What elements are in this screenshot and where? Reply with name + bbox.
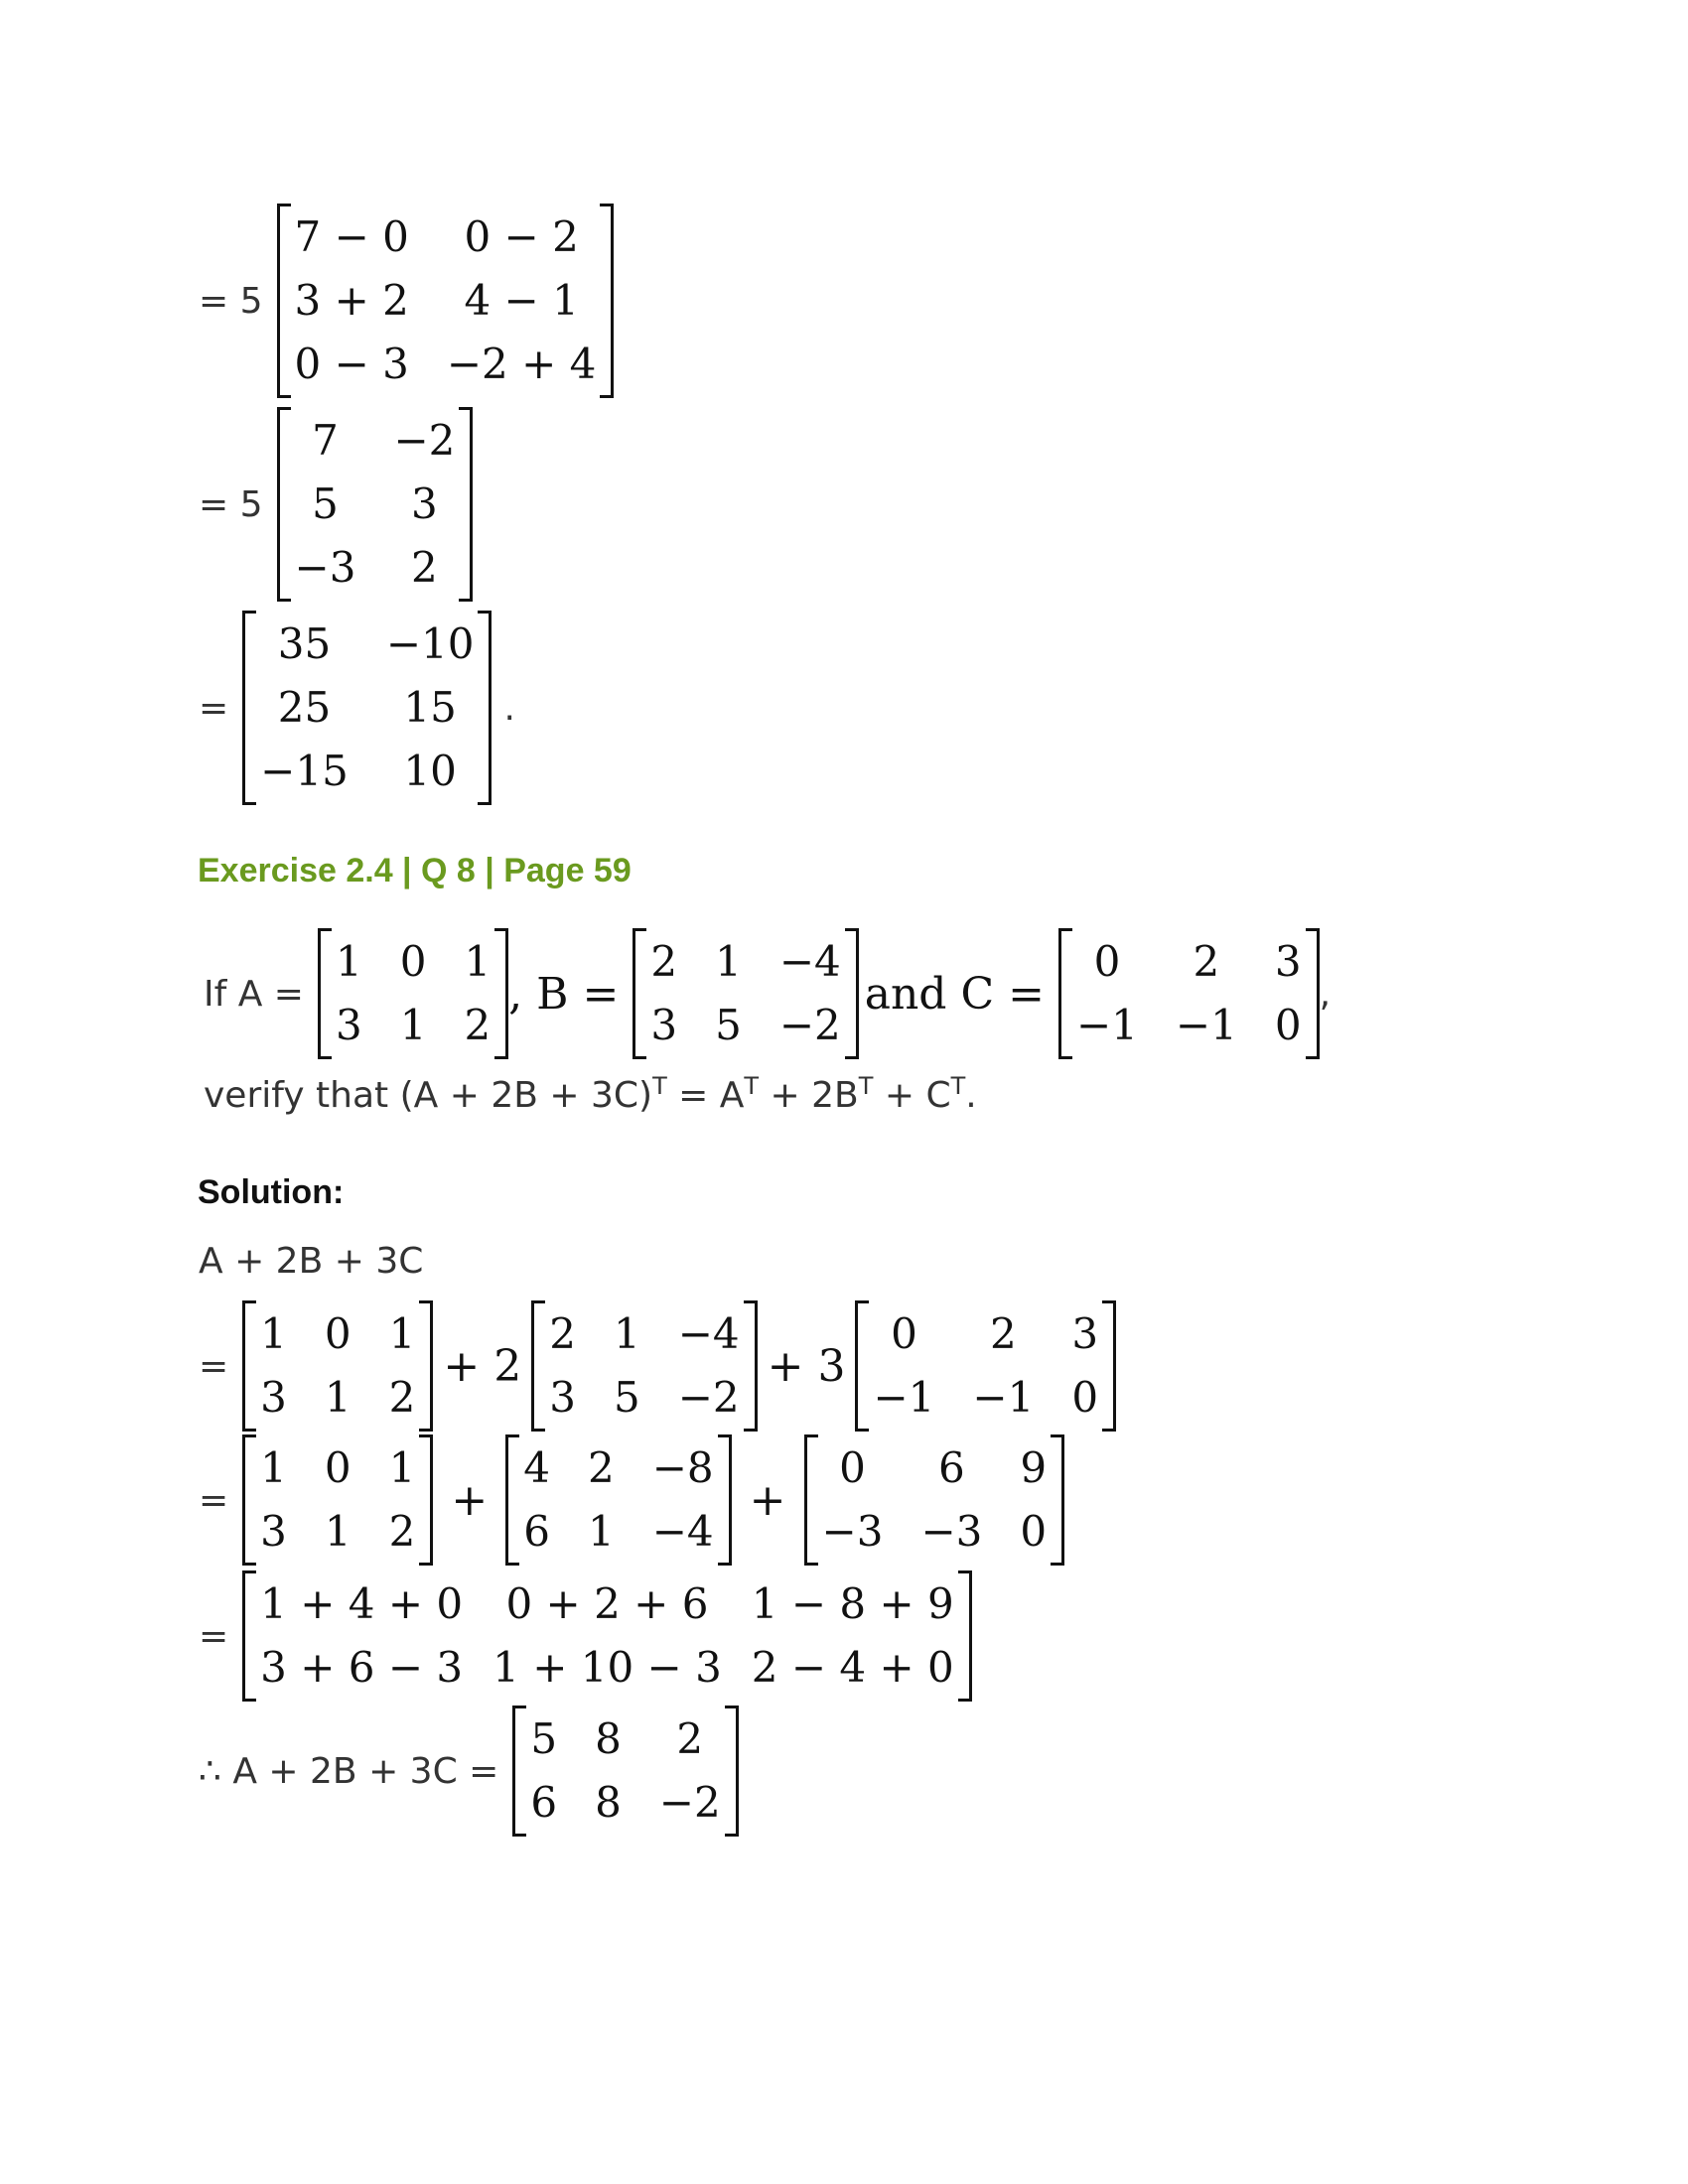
matrix-cell: 0 — [891, 1309, 917, 1358]
matrix-cell: 2 — [549, 1309, 576, 1358]
matrix-cell: −1 — [1175, 1001, 1237, 1049]
step-2-prefix: = 5 — [199, 483, 263, 525]
matrix-cell: 0 − 3 — [294, 340, 409, 388]
matrix-cell: 9 — [1020, 1443, 1048, 1492]
solution-line-2 — [199, 1434, 1064, 1566]
line-2-op-2: + — [749, 1474, 786, 1526]
matrix-cell: 2 — [464, 1001, 492, 1049]
matrix-cell: −15 — [260, 747, 349, 795]
matrix-cell: 1 + 10 − 3 — [492, 1643, 722, 1692]
matrix-cell: 0 — [399, 937, 427, 986]
matrix-cell: 5 — [613, 1373, 640, 1422]
matrix-cell: 3 + 6 − 3 — [260, 1643, 464, 1692]
question-c-label: and C = — [864, 968, 1045, 1020]
line-4-prefix: ∴ A + 2B + 3C = — [199, 1750, 499, 1792]
line-1-matrix-3 — [855, 1300, 1116, 1432]
matrix-cell: 3 + 2 — [294, 276, 409, 325]
matrix-cell: 15 — [403, 683, 457, 732]
solution-expr: A + 2B + 3C — [199, 1241, 424, 1282]
matrix-cell: 0 — [1071, 1373, 1099, 1422]
matrix-cell: 0 + 2 + 6 — [505, 1579, 709, 1628]
matrix-c — [1058, 928, 1320, 1059]
step-3-suffix: . — [503, 687, 515, 729]
verify-text: verify that $(A + 2B + 3C)^T = A^T + 2B^T + C^T$. — [204, 1072, 977, 1116]
matrix-cell: −4 — [677, 1309, 740, 1358]
line-2-prefix: = — [199, 1479, 229, 1521]
line-1-op-1: + 2 — [443, 1340, 522, 1392]
line-2-matrix-1 — [242, 1434, 433, 1566]
solution-line-4 — [199, 1706, 739, 1837]
matrix-cell: 3 — [260, 1507, 287, 1556]
question-c-suffix: , — [1319, 973, 1332, 1015]
matrix-cell: 7 — [312, 416, 339, 465]
line-1-op-2: + 3 — [767, 1340, 846, 1392]
matrix-cell: 1 — [324, 1507, 352, 1556]
line-3-prefix: = — [199, 1615, 229, 1657]
line-2-op-1: + — [451, 1474, 489, 1526]
matrix-cell: 3 — [1071, 1309, 1099, 1358]
solution-label: Solution: — [198, 1173, 345, 1211]
matrix-cell: −2 — [677, 1373, 740, 1422]
matrix-b — [633, 928, 858, 1059]
matrix-cell: 2 — [587, 1443, 615, 1492]
matrix-cell: 3 — [335, 1001, 362, 1049]
solution-line-3 — [199, 1570, 972, 1702]
matrix-cell: −1 — [873, 1373, 935, 1422]
matrix-a — [318, 928, 508, 1059]
matrix-cell: −3 — [821, 1507, 884, 1556]
matrix-cell: 4 − 1 — [464, 276, 579, 325]
matrix-cell: 6 — [523, 1507, 550, 1556]
matrix-cell: 0 — [324, 1443, 352, 1492]
matrix-cell: −2 — [658, 1778, 721, 1827]
line-1-matrix-1 — [242, 1300, 433, 1432]
matrix-cell: 25 — [277, 683, 332, 732]
matrix-cell: 1 — [399, 1001, 427, 1049]
step-2 — [199, 407, 473, 602]
matrix-cell: 3 — [260, 1373, 287, 1422]
matrix-cell: 7 − 0 — [294, 212, 409, 261]
matrix-cell: −1 — [972, 1373, 1035, 1422]
matrix-cell: 0 — [1274, 1001, 1302, 1049]
matrix-cell: 3 — [411, 479, 438, 528]
step-1-matrix — [277, 204, 615, 398]
line-2-matrix-2 — [505, 1434, 731, 1566]
verify-line — [204, 1072, 977, 1116]
matrix-cell: 2 — [676, 1714, 704, 1763]
matrix-cell: 0 — [324, 1309, 352, 1358]
line-1-matrix-2 — [531, 1300, 757, 1432]
matrix-cell: −2 — [393, 416, 456, 465]
matrix-cell: 1 — [324, 1373, 352, 1422]
matrix-cell: 4 — [523, 1443, 550, 1492]
matrix-cell: 1 — [335, 937, 362, 986]
matrix-cell: 3 — [1274, 937, 1302, 986]
step-1-prefix: = 5 — [199, 280, 263, 322]
matrix-cell: 3 — [650, 1001, 678, 1049]
matrix-cell: 2 — [650, 937, 678, 986]
line-4-matrix — [512, 1706, 738, 1837]
matrix-cell: 1 − 8 + 9 — [751, 1579, 954, 1628]
line-2-matrix-3 — [804, 1434, 1065, 1566]
matrix-cell: 1 — [613, 1309, 640, 1358]
question-line — [204, 928, 1331, 1059]
matrix-cell: 0 — [839, 1443, 866, 1492]
question-b-label: , B = — [508, 968, 620, 1020]
question-if-label: If A = — [204, 973, 304, 1015]
matrix-cell: 0 — [1020, 1507, 1048, 1556]
solution-line-1 — [199, 1300, 1116, 1432]
matrix-cell: 35 — [277, 619, 332, 668]
matrix-cell: 2 − 4 + 0 — [751, 1643, 954, 1692]
matrix-cell: −3 — [294, 543, 356, 592]
step-3-matrix — [242, 611, 492, 805]
matrix-cell: −2 — [778, 1001, 841, 1049]
matrix-cell: −8 — [651, 1443, 714, 1492]
matrix-cell: 2 — [1193, 937, 1220, 986]
exercise-heading: Exercise 2.4 | Q 8 | Page 59 — [198, 852, 632, 889]
step-2-matrix — [277, 407, 474, 602]
matrix-cell: 10 — [403, 747, 457, 795]
matrix-cell: 1 + 4 + 0 — [260, 1579, 464, 1628]
matrix-cell: 1 — [464, 937, 492, 986]
matrix-cell: −4 — [778, 937, 841, 986]
matrix-cell: 1 — [587, 1507, 615, 1556]
matrix-cell: −10 — [385, 619, 475, 668]
matrix-cell: 5 — [530, 1714, 558, 1763]
matrix-cell: 5 — [312, 479, 339, 528]
matrix-cell: −1 — [1075, 1001, 1138, 1049]
step-3-prefix: = — [199, 687, 229, 729]
matrix-cell: 5 — [715, 1001, 742, 1049]
matrix-cell: −3 — [920, 1507, 983, 1556]
matrix-cell: 1 — [260, 1309, 287, 1358]
matrix-cell: −4 — [651, 1507, 714, 1556]
matrix-cell: 2 — [990, 1309, 1017, 1358]
matrix-cell: −2 + 4 — [446, 340, 597, 388]
matrix-cell: 2 — [388, 1373, 416, 1422]
solution-expression — [199, 1241, 423, 1282]
matrix-cell: 1 — [260, 1443, 287, 1492]
matrix-cell: 6 — [530, 1778, 558, 1827]
matrix-cell: 0 − 2 — [464, 212, 579, 261]
matrix-cell: 1 — [388, 1309, 416, 1358]
matrix-cell: 3 — [549, 1373, 576, 1422]
line-1-prefix: = — [199, 1345, 229, 1387]
matrix-cell: 8 — [595, 1714, 622, 1763]
matrix-cell: 2 — [411, 543, 438, 592]
line-3-matrix — [242, 1570, 972, 1702]
matrix-cell: 2 — [388, 1507, 416, 1556]
matrix-cell: 6 — [938, 1443, 965, 1492]
matrix-cell: 1 — [715, 937, 742, 986]
matrix-cell: 1 — [388, 1443, 416, 1492]
matrix-cell: 0 — [1093, 937, 1121, 986]
step-3 — [199, 611, 515, 805]
matrix-cell: 8 — [595, 1778, 622, 1827]
step-1 — [199, 204, 614, 398]
